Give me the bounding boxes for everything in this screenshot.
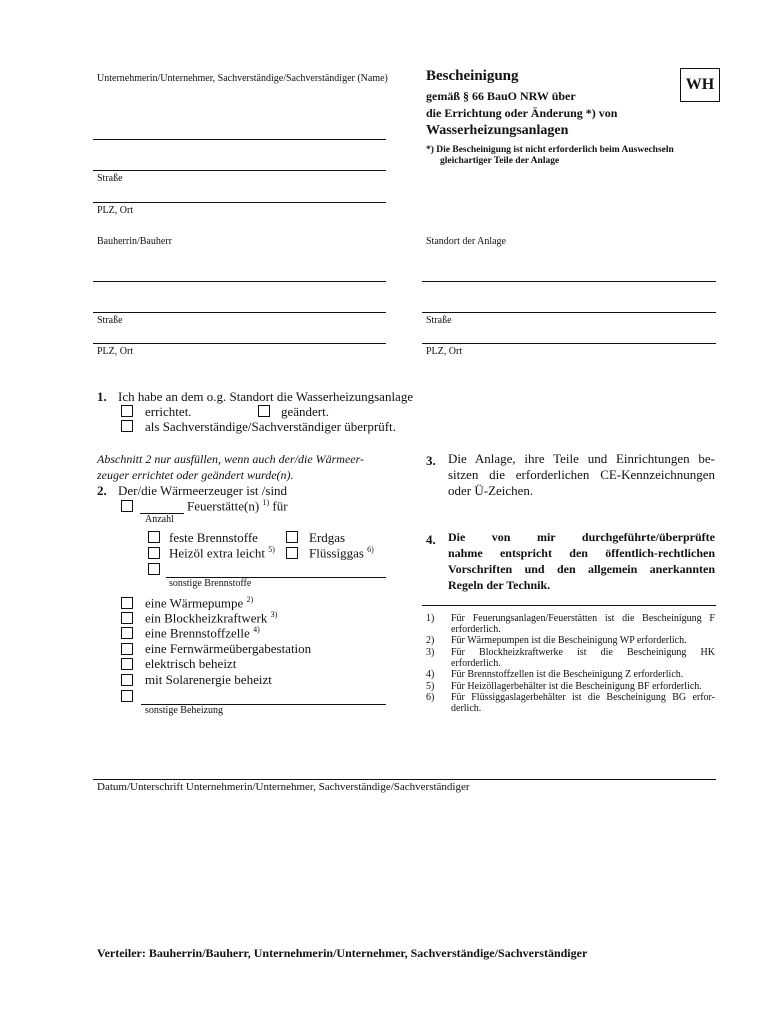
section-4-line-2: nahme entspricht den öffentlich-rechtlichen: [448, 546, 715, 560]
section-2-note-2: zeuger errichtet oder geändert wurde(n).: [97, 468, 294, 482]
fuel-lpg-checkbox[interactable]: [286, 547, 298, 559]
site-street-label: Straße: [426, 315, 452, 326]
errichtet-checkbox[interactable]: [121, 405, 133, 417]
section-3-line-2: sitzen die erforderlichen CE-Kennzeichnungen: [448, 467, 715, 482]
footnote-3-line-1: Für Blockheizkraftwerke ist die Bescheinigung HK: [451, 647, 715, 658]
company-name-line[interactable]: [93, 139, 386, 140]
footnote-2-number: 2): [426, 635, 435, 646]
count-label: Anzahl: [145, 514, 174, 525]
feuerstaette-checkbox[interactable]: [121, 500, 133, 512]
footnote-6-line-1: Für Flüssiggaslagerbehälter ist die Bescheinigung BG erfor-: [451, 692, 715, 703]
chp-checkbox[interactable]: [121, 612, 133, 624]
section-4-line-3: Vorschriften und den allgemein anerkannten: [448, 562, 715, 576]
company-street-label: Straße: [97, 173, 123, 184]
footnote-1-line-1: Für Feuerungsanlagen/Feuerstätten ist die Bescheinigung F: [451, 613, 715, 624]
site-name-line[interactable]: [422, 281, 716, 282]
client-label: Bauherrin/Bauherr: [97, 236, 172, 247]
section-1-number: 1.: [97, 389, 107, 404]
form-subject: Wasserheizungsanlagen: [426, 123, 569, 138]
fuel-gas-checkbox[interactable]: [286, 531, 298, 543]
fuel-lpg-label: Flüssiggas $^{6)}$: [309, 545, 374, 561]
site-city-line[interactable]: [422, 343, 716, 344]
footnote-1-number: 1): [426, 613, 435, 624]
signature-line[interactable]: [93, 779, 716, 780]
client-name-line[interactable]: [93, 281, 386, 282]
footnote-5-line-1: Für Heizöllagerbehälter ist die Bescheinigung BF erforderlich.: [451, 681, 702, 692]
footnote-6-number: 6): [426, 692, 435, 703]
fuelcell-checkbox[interactable]: [121, 627, 133, 639]
footnote-2-line-1: Für Wärmepumpen ist die Bescheinigung WP erforderlich.: [451, 635, 687, 646]
district-heating-label: eine Fernwärmeübergabestation: [145, 641, 312, 656]
section-3-line-1: Die Anlage, ihre Teile und Einrichtungen be-: [448, 451, 715, 466]
form-subtitle-1: gemäß § 66 BauO NRW über: [426, 89, 576, 103]
fuel-solid-checkbox[interactable]: [148, 531, 160, 543]
section-4-line-1: Die von mir durchgeführte/überprüfte: [448, 530, 715, 544]
fuel-other-label: sonstige Brennstoffe: [169, 578, 252, 589]
footnote-4-line-1: Für Brennstoffzellen ist die Bescheinigung Z erforderlich.: [451, 669, 684, 680]
section-3-line-3: oder Ü-Zeichen.: [448, 483, 534, 498]
section-4-line-4: Regeln der Technik.: [448, 578, 551, 592]
other-heating-checkbox[interactable]: [121, 690, 133, 702]
signature-label: Datum/Unterschrift Unternehmerin/Unternehmer, Sachverständige/Sachverständiger: [97, 781, 470, 793]
electric-label: elektrisch beheizt: [145, 656, 237, 671]
other-heating-label: sonstige Beheizung: [145, 705, 224, 716]
section-3-number: 3.: [426, 453, 436, 468]
solar-label: mit Solarenergie beheizt: [145, 672, 272, 687]
form-subtitle-2: die Errichtung oder Änderung *) von: [426, 106, 618, 120]
section-2-heading: Der/die Wärmeerzeuger ist /sind: [118, 483, 288, 498]
company-name-label: Unternehmerin/Unternehmer, Sachverständige/Sachverständiger (Name): [97, 73, 388, 84]
fuel-other-checkbox[interactable]: [148, 563, 160, 575]
fuel-gas-label: Erdgas: [309, 530, 346, 545]
district-heating-checkbox[interactable]: [121, 643, 133, 655]
header-note-line-2: gleichartiger Teile der Anlage: [440, 156, 560, 166]
site-label: Standort der Anlage: [426, 236, 506, 247]
company-city-label: PLZ, Ort: [97, 205, 134, 216]
fuel-solid-label: feste Brennstoffe: [169, 530, 258, 545]
client-street-label: Straße: [97, 315, 123, 326]
geaendert-label: geändert.: [281, 404, 330, 419]
heatpump-label: eine Wärmepumpe $^{2)}$: [145, 595, 254, 611]
section-1-text: Ich habe an dem o.g. Standort die Wasserheizungsanlage: [118, 389, 414, 404]
fuel-oil-checkbox[interactable]: [148, 547, 160, 559]
ueberprueft-checkbox[interactable]: [121, 420, 133, 432]
footnote-4-number: 4): [426, 669, 435, 680]
solar-checkbox[interactable]: [121, 674, 133, 686]
chp-label: ein Blockheizkraftwerk $^{3)}$: [145, 610, 278, 626]
footnotes-divider: [422, 605, 716, 606]
footnote-6-line-2: derlich.: [451, 703, 482, 714]
client-city-line[interactable]: [93, 343, 386, 344]
header-note-line-1: *) Die Bescheinigung ist nicht erforderlich beim Auswechseln: [426, 145, 674, 155]
ueberprueft-label: als Sachverständige/Sachverständiger überprüft.: [145, 419, 396, 434]
section-2-note-1: Abschnitt 2 nur ausfüllen, wenn auch der/die Wärmeer-: [97, 452, 365, 466]
fuelcell-label: eine Brennstoffzelle $^{4)}$: [145, 625, 260, 641]
form-code-box: WH: [680, 68, 720, 102]
geaendert-checkbox[interactable]: [258, 405, 270, 417]
client-street-line[interactable]: [93, 312, 386, 313]
heatpump-checkbox[interactable]: [121, 597, 133, 609]
footnote-1-line-2: erforderlich.: [451, 624, 501, 635]
distribution-list: Verteiler: Bauherrin/Bauherr, Unternehmerin/Unternehmer, Sachverständige/Sachverständiger: [97, 946, 588, 960]
footnote-3-line-2: erforderlich.: [451, 658, 501, 669]
client-city-label: PLZ, Ort: [97, 346, 134, 357]
feuerstaette-label: Feuerstätte(n) $^{1)}$ für: [187, 498, 288, 514]
section-2-number: 2.: [97, 483, 107, 498]
electric-checkbox[interactable]: [121, 658, 133, 670]
company-street-line[interactable]: [93, 170, 386, 171]
site-city-label: PLZ, Ort: [426, 346, 463, 357]
section-4-number: 4.: [426, 532, 436, 547]
footnote-3-number: 3): [426, 647, 435, 658]
site-street-line[interactable]: [422, 312, 716, 313]
footnote-5-number: 5): [426, 681, 435, 692]
errichtet-label: errichtet.: [145, 404, 192, 419]
form-title: Bescheinigung: [426, 68, 519, 84]
company-city-line[interactable]: [93, 202, 386, 203]
fuel-oil-label: Heizöl extra leicht $^{5)}$: [169, 545, 275, 561]
